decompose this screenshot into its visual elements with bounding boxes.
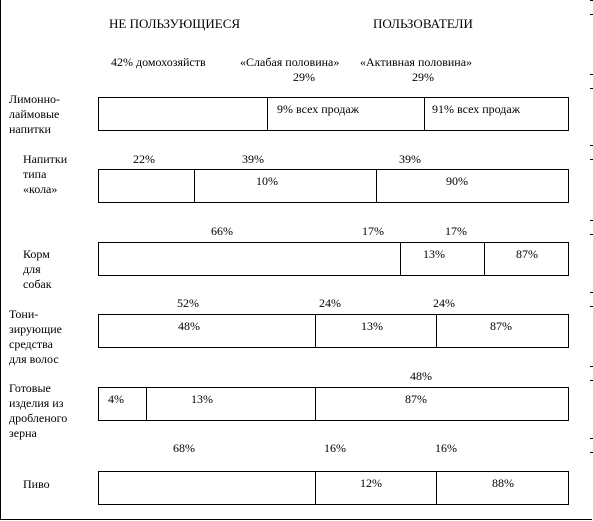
subheader-weak-half: «Слабая половина» <box>240 55 340 69</box>
segment-divider <box>400 243 401 275</box>
subheader-active-half: «Активная половина» <box>360 55 473 69</box>
segment-label: 4% <box>108 392 124 406</box>
bar-lemon-lime <box>98 97 569 131</box>
segment-divider <box>267 98 268 130</box>
above-label: 39% <box>399 152 421 166</box>
above-label: 39% <box>242 152 264 166</box>
subheader-active-half-pct: 29% <box>412 70 434 84</box>
segment-divider <box>315 472 316 504</box>
bar-cola <box>98 169 569 203</box>
above-label: 16% <box>324 441 346 455</box>
segment-label: 13% <box>423 247 445 261</box>
segment-divider <box>436 315 437 347</box>
segment-label: 90% <box>446 174 468 188</box>
bar-hair-tonic <box>98 314 569 348</box>
bar-grain-products <box>98 387 569 421</box>
header-users: ПОЛЬЗОВАТЕЛИ <box>373 16 473 31</box>
segment-label: 12% <box>360 476 382 490</box>
segment-divider <box>194 170 195 202</box>
above-label: 17% <box>362 224 384 238</box>
above-label: 66% <box>211 224 233 238</box>
segment-divider <box>424 98 425 130</box>
header-non-users: НЕ ПОЛЬЗУЮЩИЕСЯ <box>109 16 241 31</box>
above-label: 16% <box>435 441 457 455</box>
segment-label: 10% <box>256 174 278 188</box>
segment-label: 88% <box>492 476 514 490</box>
above-label: 68% <box>173 441 195 455</box>
segment-label: 13% <box>191 392 213 406</box>
subheader-weak-half-pct: 29% <box>293 70 315 84</box>
subheader-households: 42% домохозяйств <box>111 55 206 69</box>
segment-divider <box>376 170 377 202</box>
segment-divider <box>436 472 437 504</box>
segment-label: 87% <box>516 247 538 261</box>
segment-label: 9% всех продаж <box>277 102 360 116</box>
above-label: 48% <box>410 369 432 383</box>
above-label: 22% <box>133 152 155 166</box>
above-label: 17% <box>445 224 467 238</box>
segment-label: 87% <box>490 319 512 333</box>
row-label-beer: Пиво <box>23 477 50 491</box>
segment-label: 13% <box>361 319 383 333</box>
segment-divider <box>484 243 485 275</box>
row-label-lemon-lime: Лимонно- лаймовые напитки <box>9 92 60 136</box>
row-label-dog-food: Корм для собак <box>23 247 52 291</box>
row-label-cola: Напитки типа «кола» <box>23 152 68 196</box>
above-label: 24% <box>319 296 341 310</box>
bar-dog-food <box>98 242 569 276</box>
row-label-grain-products: Готовые изделия из дробленого зерна <box>9 381 68 440</box>
segment-divider <box>315 315 316 347</box>
segment-label: 87% <box>405 392 427 406</box>
segment-divider <box>315 388 316 420</box>
bar-beer <box>98 471 569 505</box>
segment-label: 48% <box>178 319 200 333</box>
above-label: 52% <box>177 296 199 310</box>
segment-label: 91% всех продаж <box>432 102 521 116</box>
segment-divider <box>146 388 147 420</box>
above-label: 24% <box>433 296 455 310</box>
row-label-hair-tonic: Тони- зирующие средства для волос <box>9 307 62 366</box>
